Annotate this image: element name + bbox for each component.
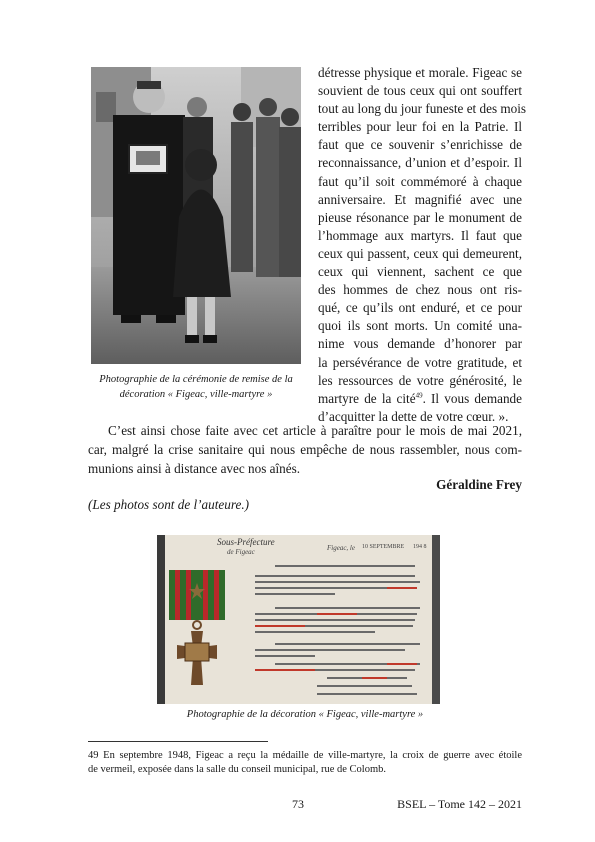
ceremony-photo-caption <box>88 372 304 402</box>
document-date: 10 SEPTEMBRE <box>362 544 405 550</box>
footnote-divider <box>88 741 268 742</box>
document-place: Figeac, le <box>327 544 355 552</box>
text-line: les ressources de votre générosité, le <box>318 372 522 388</box>
text-line: des hommes de chez nous ont ris- <box>318 282 522 298</box>
text-line: C’est ainsi chose faite avec cet article à paraître pour le mois de mai 2021, <box>108 423 522 438</box>
text-line: nime vous demande d’honorer par <box>318 336 522 352</box>
text-line: ceux qui viennent, sachent ce que <box>318 264 522 280</box>
medal-photo <box>157 535 440 704</box>
text-line: d’acquitter la dette de votre cœur. ». <box>318 408 509 424</box>
text-line <box>318 390 522 408</box>
text-line: terribles pour leur foi en la Patrie. Il <box>318 119 522 135</box>
footnote-ref[interactable]: 49 <box>415 391 423 400</box>
photo-credit: (Les photos sont de l’auteure.) <box>88 497 250 512</box>
footnote-line: 49 En septembre 1948, Figeac a reçu la médaille de ville-martyre, la croix de guerre avec étoile <box>88 750 522 761</box>
text-line: car, malgré la crise sanitaire qui nous empêche de nous rassembler, nous com- <box>88 442 522 457</box>
text-line: faut qu’il soit commémoré à chaque <box>318 173 522 189</box>
text-line: pieuse résonance par le monument de <box>318 209 522 225</box>
text-line: la persévérance de votre gratitude, et <box>318 354 522 370</box>
text-line: qué, ce qu’ils ont enduré, et ce pour <box>318 300 522 316</box>
author-signature: Géraldine Frey <box>436 477 522 492</box>
text-fragment: martyre de la cité <box>318 390 416 406</box>
medal-photo-caption: Photographie de la décoration « Figeac, ville-martyre » <box>186 709 424 720</box>
text-line: détresse physique et morale. Figeac se <box>318 65 522 80</box>
document-header: Sous-Préfecture <box>217 537 275 547</box>
text-fragment: . Il vous demande <box>422 390 522 406</box>
text-line: tout au long du jour funeste et des mois <box>318 101 527 117</box>
page-number: 73 <box>292 797 304 811</box>
journal-reference: BSEL – Tome 142 – 2021 <box>397 797 522 811</box>
text-line: faut que ce souvenir s’enrichisse de <box>318 137 522 153</box>
closing-paragraph <box>88 421 522 478</box>
text-line: reconnaissance, d’union et d’espoir. Il <box>318 155 522 171</box>
document-year: 194 8 <box>413 544 427 550</box>
column-text <box>318 64 527 426</box>
text-line: l’hommage aux martyrs. Il faut que <box>318 227 522 243</box>
footnote-line: de vermeil, exposée dans la salle du conseil municipal, rue de Colomb. <box>88 764 386 775</box>
text-line: ceux qui passent, ceux qui demeurent, <box>318 245 522 261</box>
text-line: anniversaire. Et magnifié avec une <box>318 191 522 207</box>
caption-line: Photographie de la cérémonie de remise de la <box>99 374 293 385</box>
document-subheader: de Figeac <box>227 548 255 556</box>
ceremony-photo <box>91 67 301 364</box>
footnote <box>88 749 522 777</box>
caption-line: décoration « Figeac, ville-martyre » <box>119 389 273 400</box>
text-line: souvient de tous ceux qui ont souffert <box>318 83 522 99</box>
text-line: munions ainsi à distance avec nos aînés. <box>88 461 301 476</box>
text-line: quoi ils sont morts. Un comité una- <box>318 318 522 334</box>
